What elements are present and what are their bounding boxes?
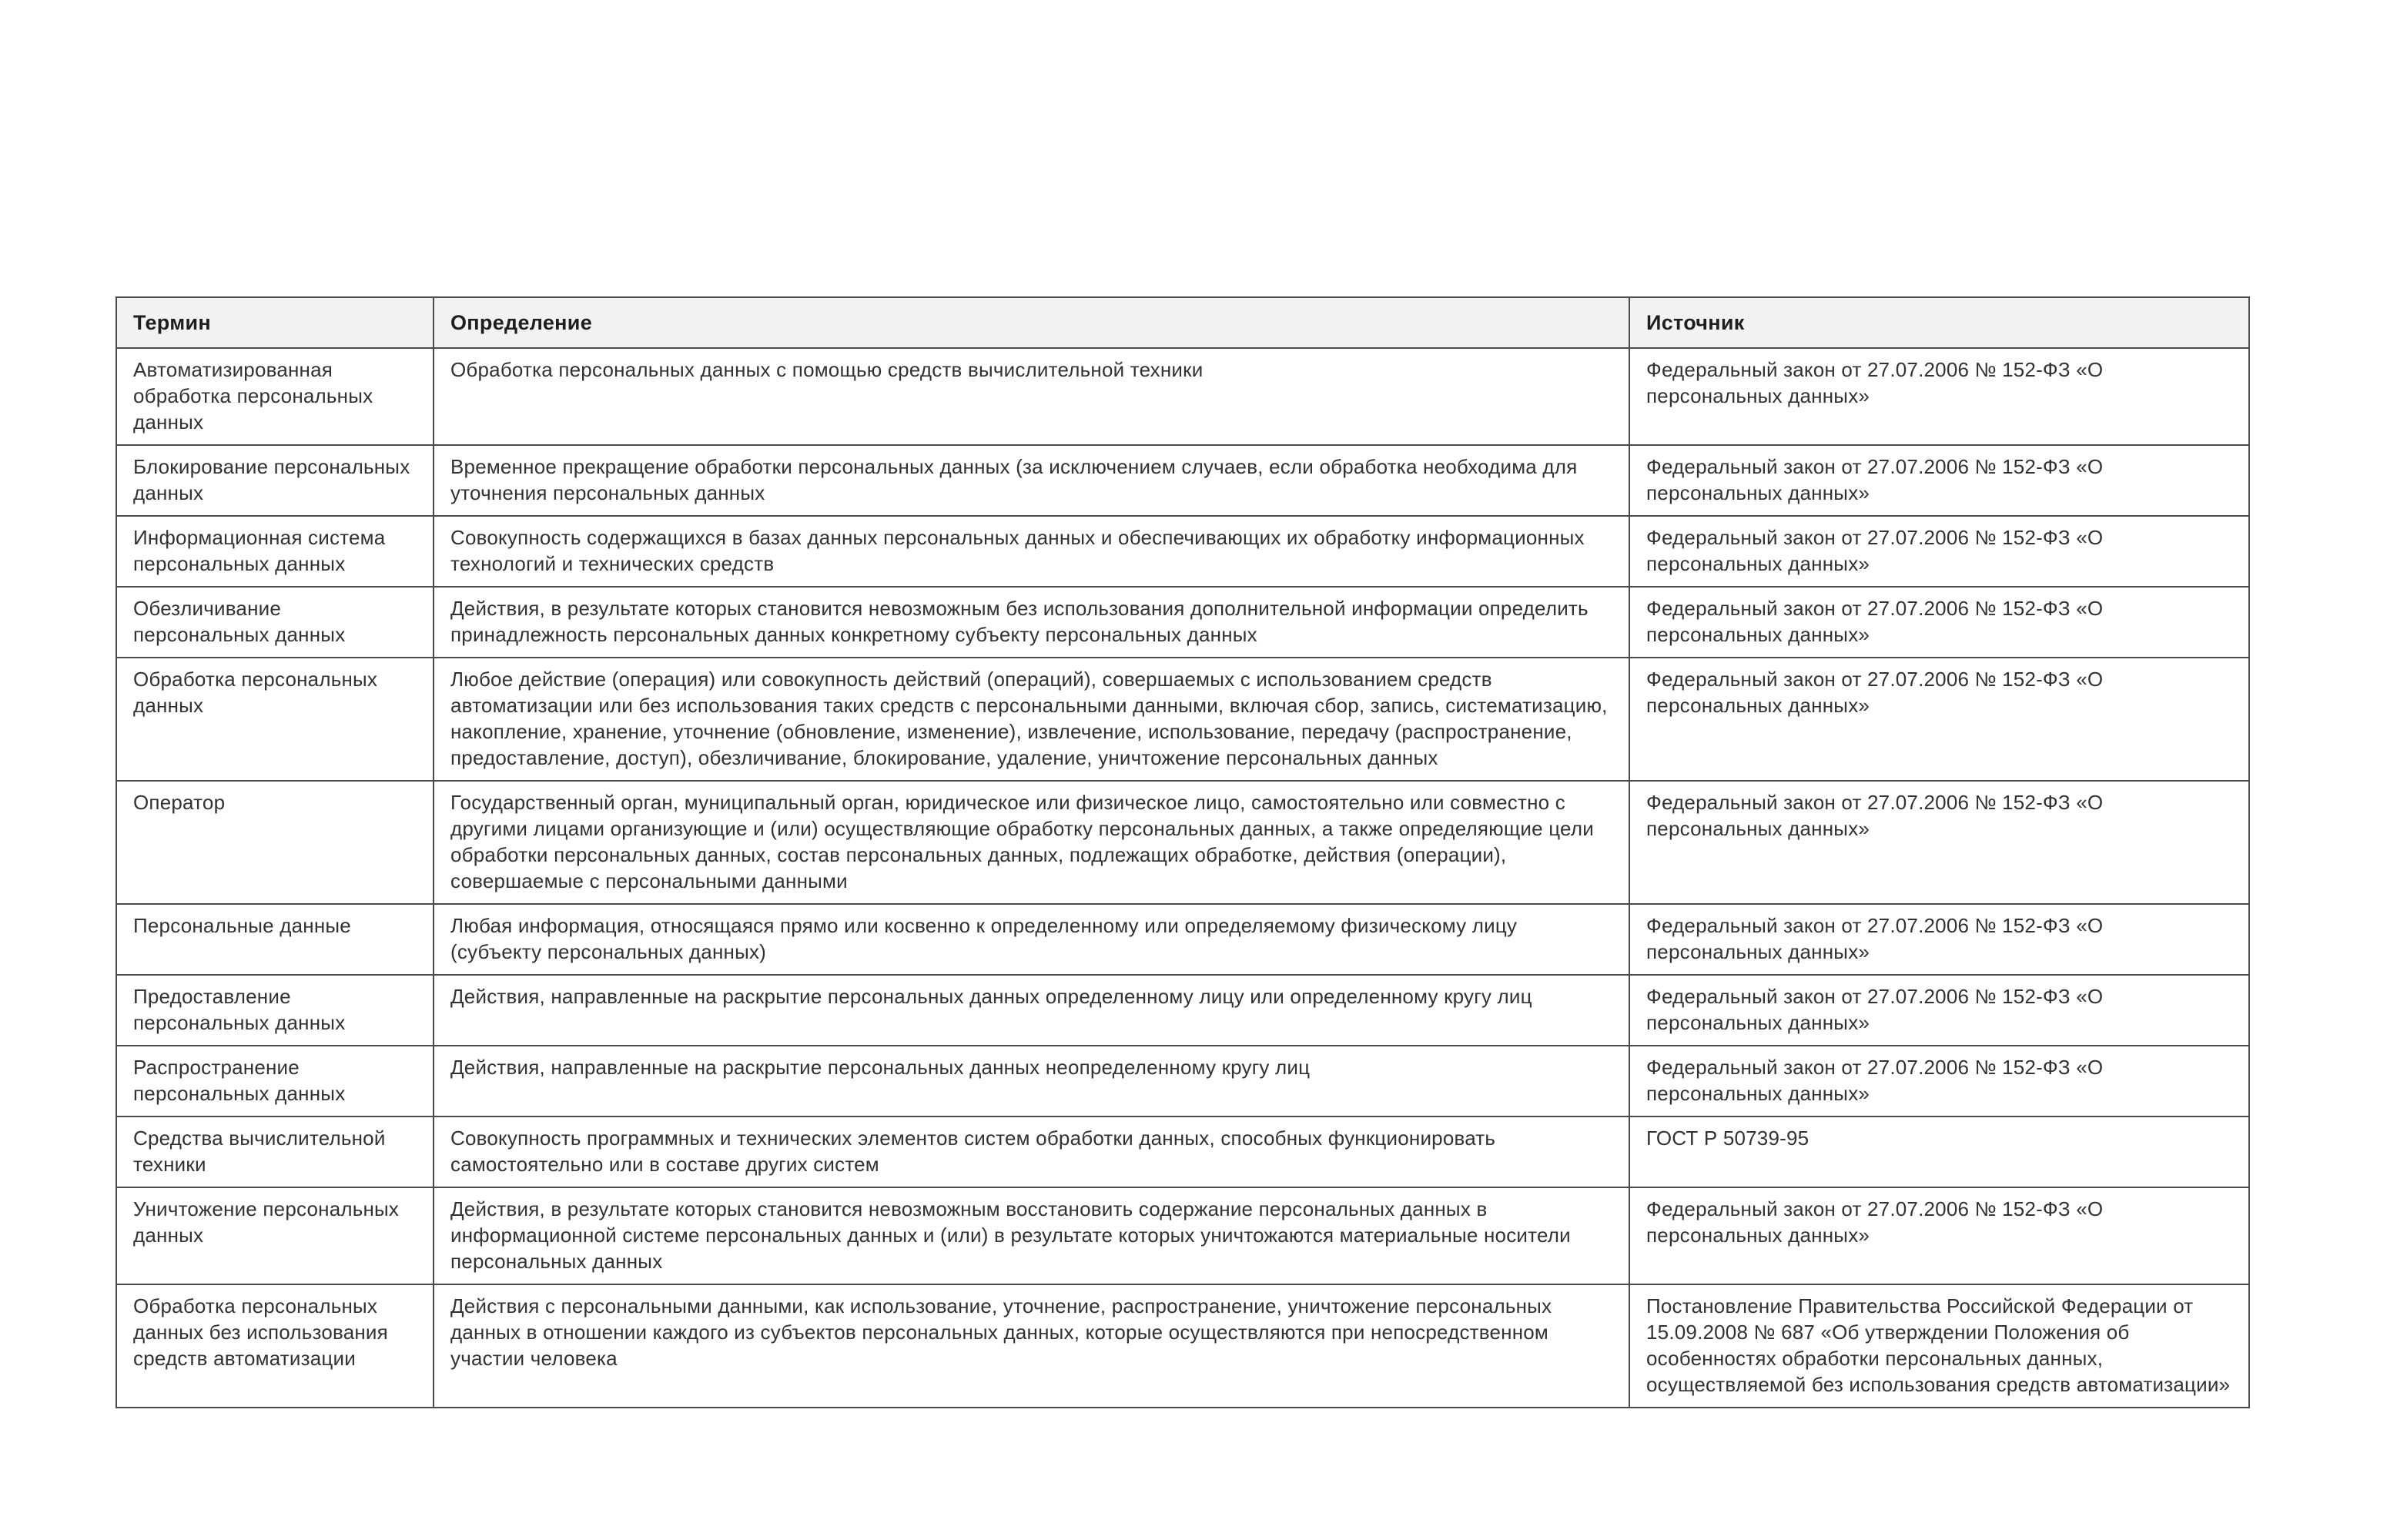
term-cell: Блокирование персональных данных — [116, 445, 434, 516]
term-cell: Оператор — [116, 781, 434, 904]
term-cell: Обработка персональных данных — [116, 658, 434, 781]
definition-cell: Любое действие (операция) или совокупность действий (операций), совершаемых с использованием средств автоматизации или без использования таких средств с персональными данными, включая сбор, запись, систематизацию, накопление, хранение, уточнение (обновление, изменение), извлечение, использование, передачу (распространение, предоставление, доступ), обезличивание, блокирование, удаление, уничтожение персональных данных — [434, 658, 1629, 781]
column-header-definition: Определение — [434, 297, 1629, 348]
table-row — [116, 975, 2249, 1046]
table-row — [116, 348, 2249, 445]
term-cell: Уничтожение персональных данных — [116, 1187, 434, 1284]
table-row — [116, 904, 2249, 975]
term-cell: Обработка персональных данных без использования средств автоматизации — [116, 1284, 434, 1408]
term-cell: Информационная система персональных данных — [116, 516, 434, 587]
source-cell: ГОСТ Р 50739-95 — [1629, 1116, 2249, 1187]
column-header-term: Термин — [116, 297, 434, 348]
term-cell: Автоматизированная обработка персональных данных — [116, 348, 434, 445]
definition-cell: Совокупность программных и технических элементов систем обработки данных, способных функционировать самостоятельно или в составе других систем — [434, 1116, 1629, 1187]
source-cell: Постановление Правительства Российской Федерации от 15.09.2008 № 687 «Об утверждении Положения об особенностях обработки персональных данных, осуществляемой без использования средств автоматизации» — [1629, 1284, 2249, 1408]
definition-cell: Временное прекращение обработки персональных данных (за исключением случаев, если обработка необходима для уточнения персональных данных — [434, 445, 1629, 516]
table-row — [116, 1046, 2249, 1116]
table-row — [116, 587, 2249, 658]
table-row — [116, 658, 2249, 781]
table-row — [116, 1116, 2249, 1187]
source-cell: Федеральный закон от 27.07.2006 № 152-ФЗ «О персональных данных» — [1629, 516, 2249, 587]
table-row — [116, 781, 2249, 904]
column-header-source: Источник — [1629, 297, 2249, 348]
definition-cell: Действия с персональными данными, как использование, уточнение, распространение, уничтожение персональных данных в отношении каждого из субъектов персональных данных, которые осуществляются при непосредственном участии человека — [434, 1284, 1629, 1408]
table-row — [116, 516, 2249, 587]
definition-cell: Совокупность содержащихся в базах данных персональных данных и обеспечивающих их обработку информационных технологий и технических средств — [434, 516, 1629, 587]
source-cell: Федеральный закон от 27.07.2006 № 152-ФЗ «О персональных данных» — [1629, 348, 2249, 445]
definition-cell: Действия, в результате которых становится невозможным без использования дополнительной информации определить принадлежность персональных данных конкретному субъекту персональных данных — [434, 587, 1629, 658]
definition-cell: Действия, направленные на раскрытие персональных данных неопределенному кругу лиц — [434, 1046, 1629, 1116]
table-row — [116, 445, 2249, 516]
glossary-table — [116, 296, 2250, 1408]
source-cell: Федеральный закон от 27.07.2006 № 152-ФЗ «О персональных данных» — [1629, 445, 2249, 516]
table-row — [116, 1187, 2249, 1284]
source-cell: Федеральный закон от 27.07.2006 № 152-ФЗ «О персональных данных» — [1629, 1046, 2249, 1116]
source-cell: Федеральный закон от 27.07.2006 № 152-ФЗ «О персональных данных» — [1629, 975, 2249, 1046]
table-row — [116, 1284, 2249, 1408]
term-cell: Обезличивание персональных данных — [116, 587, 434, 658]
term-cell: Предоставление персональных данных — [116, 975, 434, 1046]
source-cell: Федеральный закон от 27.07.2006 № 152-ФЗ «О персональных данных» — [1629, 658, 2249, 781]
term-cell: Средства вычислительной техники — [116, 1116, 434, 1187]
term-cell: Распространение персональных данных — [116, 1046, 434, 1116]
source-cell: Федеральный закон от 27.07.2006 № 152-ФЗ «О персональных данных» — [1629, 587, 2249, 658]
definition-cell: Любая информация, относящаяся прямо или косвенно к определенному или определяемому физическому лицу (субъекту персональных данных) — [434, 904, 1629, 975]
source-cell: Федеральный закон от 27.07.2006 № 152-ФЗ «О персональных данных» — [1629, 1187, 2249, 1284]
definition-cell: Государственный орган, муниципальный орган, юридическое или физическое лицо, самостоятельно или совместно с другими лицами организующие и (или) осуществляющие обработку персональных данных, а также определяющие цели обработки персональных данных, состав персональных данных, подлежащих обработке, действия (операции), совершаемые с персональными данными — [434, 781, 1629, 904]
term-cell: Персональные данные — [116, 904, 434, 975]
definition-cell: Действия, направленные на раскрытие персональных данных определенному лицу или определенному кругу лиц — [434, 975, 1629, 1046]
table-header-row — [116, 297, 2249, 348]
source-cell: Федеральный закон от 27.07.2006 № 152-ФЗ «О персональных данных» — [1629, 904, 2249, 975]
source-cell: Федеральный закон от 27.07.2006 № 152-ФЗ «О персональных данных» — [1629, 781, 2249, 904]
definition-cell: Обработка персональных данных с помощью средств вычислительной техники — [434, 348, 1629, 445]
definition-cell: Действия, в результате которых становится невозможным восстановить содержание персональных данных в информационной системе персональных данных и (или) в результате которых уничтожаются материальные носители персональных данных — [434, 1187, 1629, 1284]
